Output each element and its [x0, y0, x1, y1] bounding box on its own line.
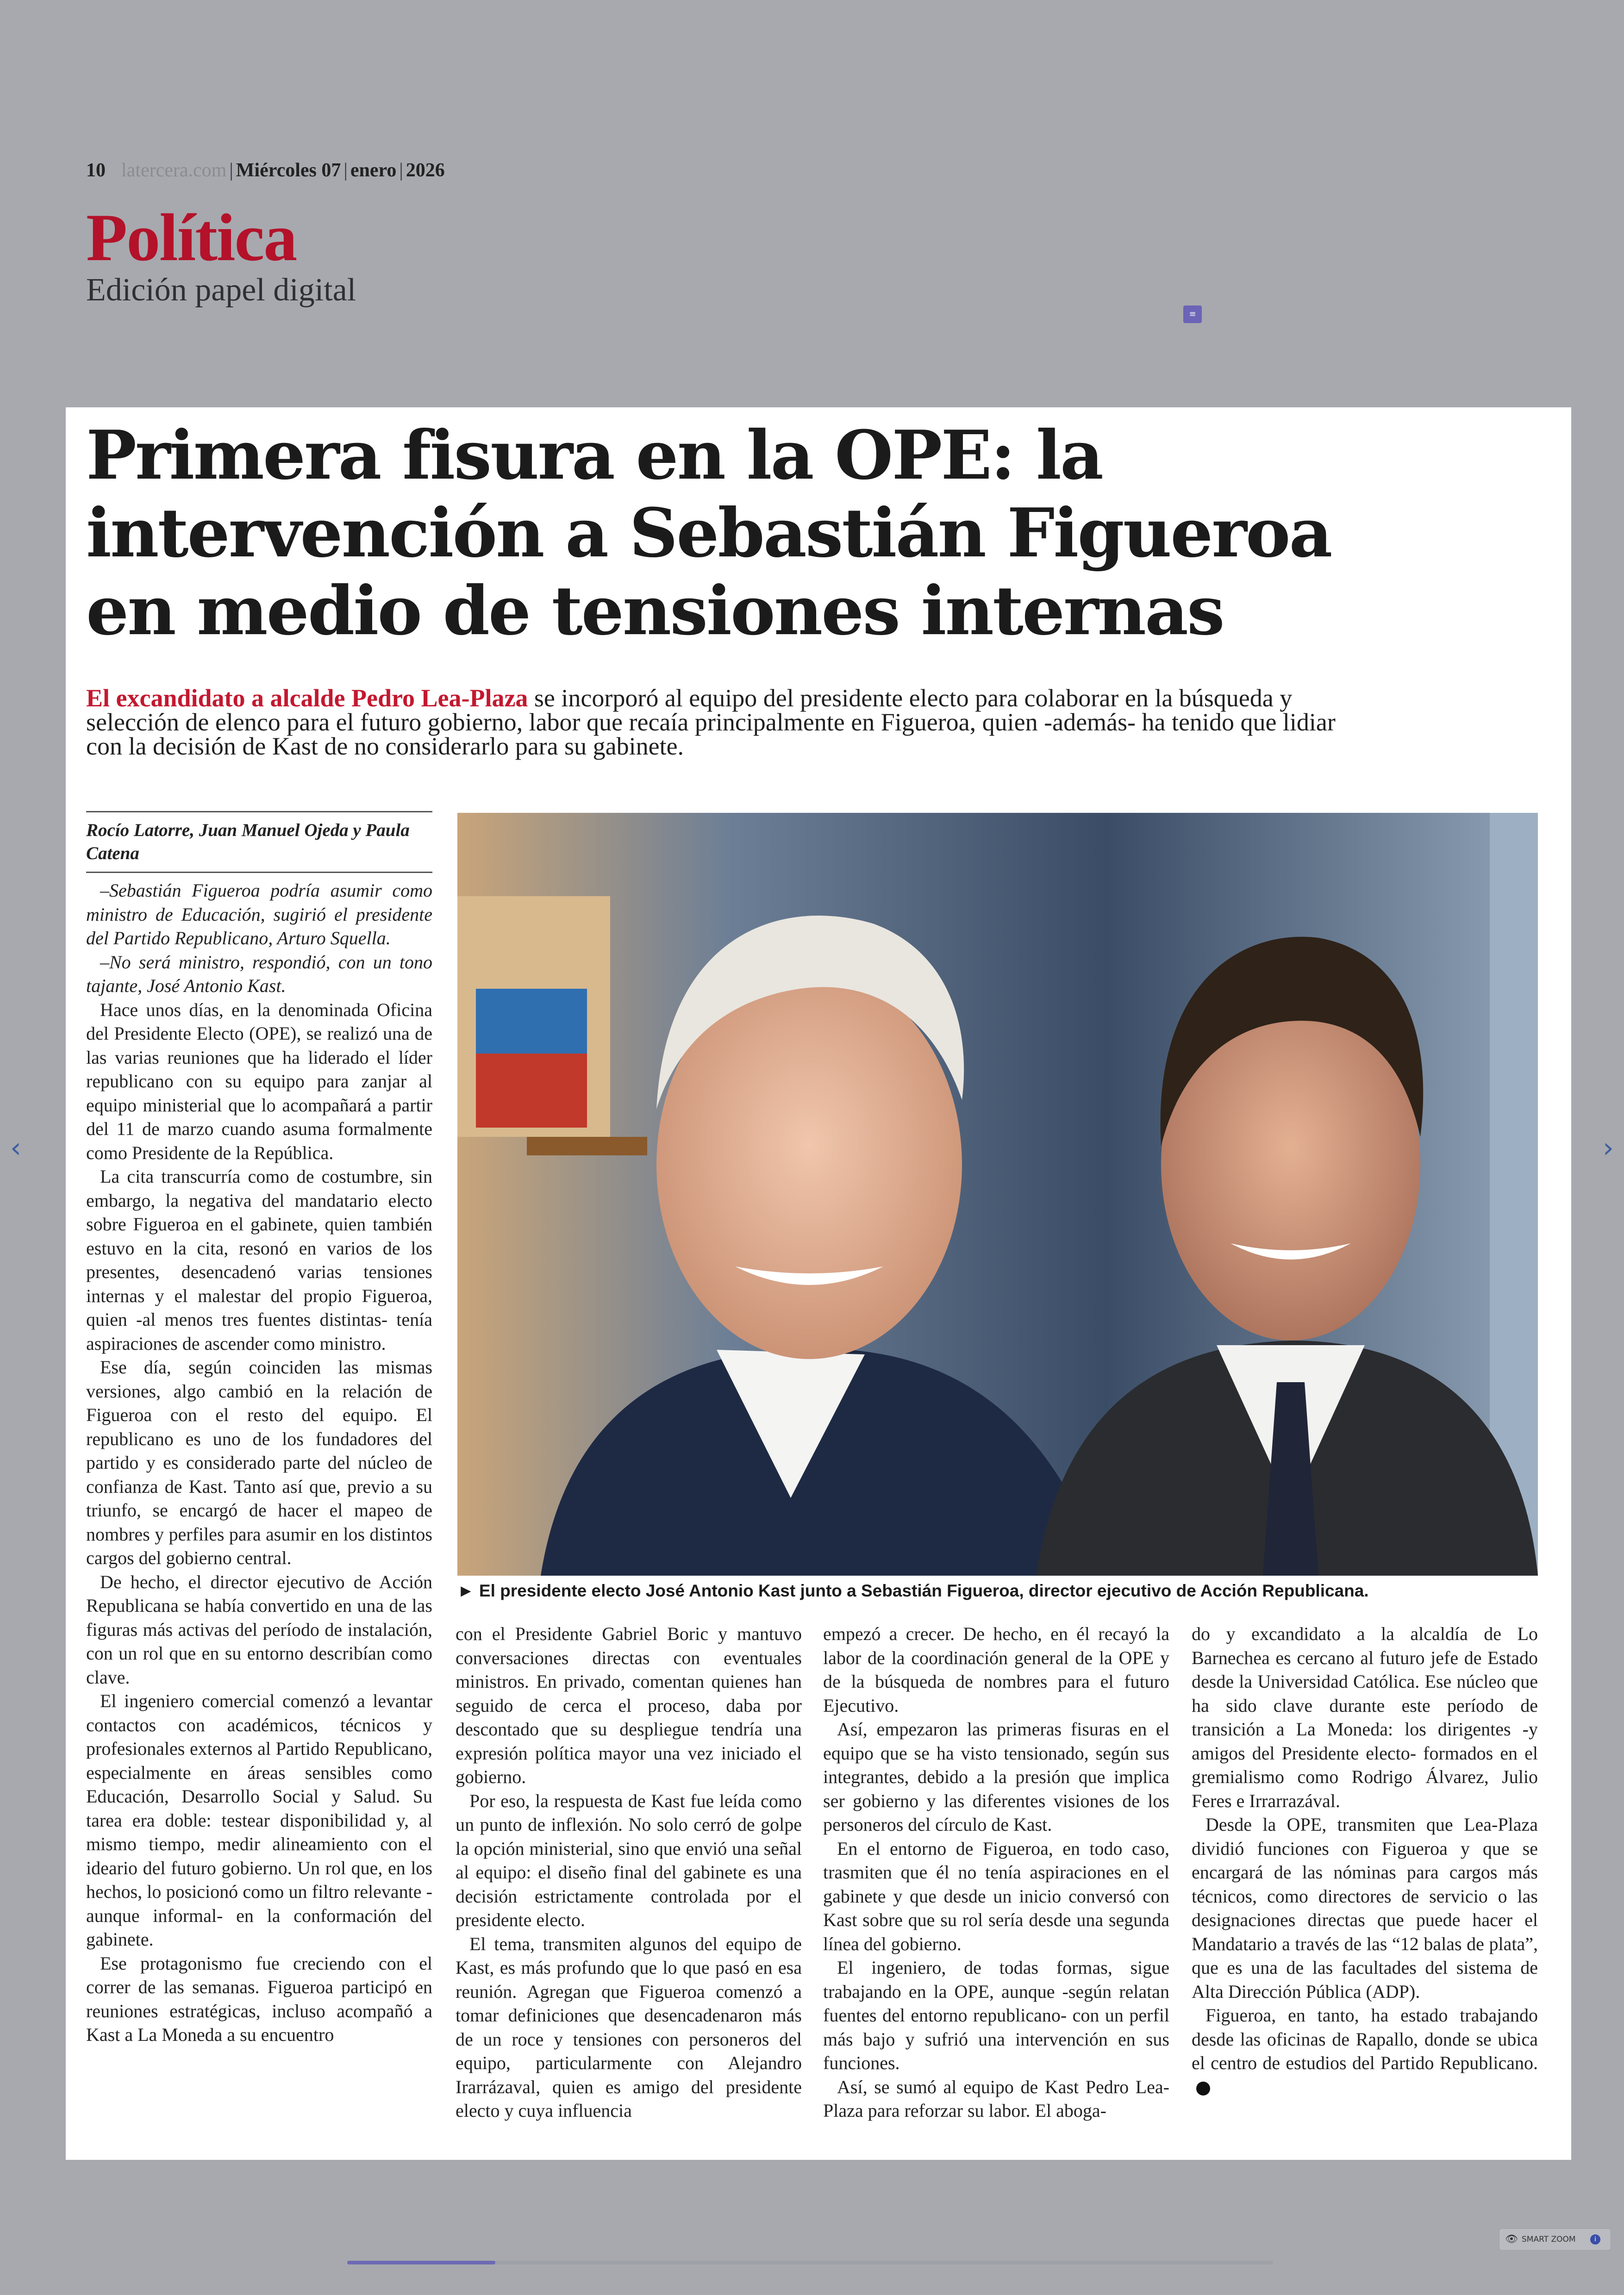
issue-year: 2026 — [406, 160, 445, 181]
paragraph: El ingeniero comercial comenzó a levantar contactos con académicos, técnicos y profesionales externos al Partido Republicano, especialmente en áreas sensibles como Educación, Desarrollo Social y Salud. Su tarea era doble: testear disponibilidad y, al mismo tiempo, medir alineamiento con el ideario del futuro gobierno. Un rol que, en los hechos, lo posicionó como un filtro relevante -aunque informal- en la conformación del gabinete. — [86, 1690, 432, 1950]
previous-page-button[interactable]: ‹ — [10, 1132, 21, 1164]
paragraph: Hace unos días, en la denominada Oficina del Presidente Electo (OPE), se realizó una de las varias reuniones que ha liderado el líder republicano con su equipo para zanjar al equipo ministerial que lo acompañará a partir del 11 de marzo cuando asuma formalmente como Presidente de la República. — [86, 999, 432, 1163]
lede-kicker: El excandidato a alcalde Pedro Lea-Plaza — [86, 684, 528, 712]
photo-caption: ► El presidente electo José Antonio Kast junto a Sebastián Figueroa, director ejecutivo de Acción Republicana. — [457, 1581, 1369, 1600]
smart-zoom-button[interactable] — [1499, 2228, 1611, 2251]
paragraph: Ese protagonismo fue creciendo con el correr de las semanas. Figueroa participó en reuniones estratégicas, incluso acompañó a Kast a La Moneda a su encuentro — [86, 1952, 432, 2045]
page-header: 10 latercera.com | Miércoles 07 | enero | 2026 — [86, 160, 445, 181]
paragraph: La cita transcurría como de costumbre, sin embargo, la negativa del mandatario electo sobre Figueroa en el gabinete, quien también estuvo en la cita, resonó en varios de los presentes, desencadenó varias tensiones internas y el malestar del propio Figueroa, quien -al menos tres fuentes distintas- tenía aspiraciones de ascender como ministro. — [86, 1166, 432, 1354]
eye-icon: 👁 — [1505, 2233, 1518, 2245]
page-progress-bar[interactable] — [347, 2261, 1273, 2264]
next-page-button[interactable]: › — [1603, 1132, 1614, 1164]
menu-badge-icon[interactable]: ≡ — [1183, 306, 1202, 323]
paragraph: –Sebastián Figueroa podría asumir como ministro de Educación, sugirió el presidente del Partido Republicano, Arturo Squella. — [86, 880, 432, 948]
article-photo — [457, 813, 1538, 1576]
edition-label: Edición papel digital — [86, 272, 356, 308]
article-column-4 — [1192, 1622, 1538, 2099]
paragraph: Por eso, la respuesta de Kast fue leída como un punto de inflexión. No solo cerró de golpe la opción ministerial, sino que envió una señal al equipo: el diseño final del gabinete es una decisión estrictamente controlada por el presidente electo. — [456, 1790, 802, 1930]
paragraph — [1192, 2003, 1538, 2099]
paragraph: –No será ministro, respondió, con un tono tajante, José Antonio Kast. — [86, 951, 432, 996]
article-headline: Primera fisura en la OPE: la intervención a Sebastián Figueroa en medio de tensiones internas — [86, 416, 1331, 650]
info-icon[interactable]: i — [1590, 2234, 1600, 2245]
article-column-3 — [823, 1622, 1169, 2123]
end-of-article-icon — [1196, 2082, 1210, 2095]
issue-day: Miércoles 07 — [236, 160, 341, 181]
page-progress-fill — [347, 2261, 495, 2264]
issue-month: enero — [350, 160, 397, 181]
page-number: 10 — [86, 160, 106, 181]
paragraph: con el Presidente Gabriel Boric y mantuvo conversaciones directas con eventuales ministros. En privado, comentan quienes han seguido de cerca el proceso, daba por descontado que su despliegue tendría una expresión política mayor una vez iniciado el gobierno. — [456, 1623, 802, 1787]
article-column-2 — [456, 1622, 802, 2123]
paragraph-text: Figueroa, en tanto, ha estado trabajando desde las oficinas de Rapallo, donde se ubica el centro de estudios del Partido Republicano. — [1192, 2005, 1538, 2073]
article-lede — [86, 686, 1364, 758]
paragraph: El tema, transmiten algunos del equipo de Kast, es más profundo que lo que pasó en esa reunión. Agregan que Figueroa comenzó a tomar definiciones que desencadenaron más de un roce y tensiones con personeros del equipo, particularmente con Alejandro Irarrázaval, quien es amigo del presidente electo y cuya influencia — [456, 1933, 802, 2121]
paragraph: Así, empezaron las primeras fisuras en el equipo que se ha visto tensionado, según sus integrantes, debido a la presión que implica ser gobierno y las diferentes visiones de los personeros del círculo de Kast. — [823, 1719, 1169, 1835]
paragraph: En el entorno de Figueroa, en todo caso, trasmiten que él no tenía aspiraciones en el gabinete y que desde un inicio conversó con Kast sobre que su rol sería desde una segunda línea del gobierno. — [823, 1838, 1169, 1954]
paragraph: De hecho, el director ejecutivo de Acción Republicana se había convertido en una de las figuras más activas del período de instalación, con un rol que en su entorno describían como clave. — [86, 1571, 432, 1688]
photo-kast-figueroa — [457, 813, 1538, 1576]
paragraph: Desde la OPE, transmiten que Lea-Plaza dividió funciones con Figueroa y que se encargará de las nóminas para cargos más técnicos, como directores de servicio o las designaciones directas que puede hacer el Mandatario a través de las “12 balas de plata”, que es una de las facultades del sistema de Alta Dirección Pública (ADP). — [1192, 1814, 1538, 2002]
smart-zoom-label: SMART ZOOM — [1522, 2235, 1576, 2244]
paragraph: Así, se sumó al equipo de Kast Pedro Lea-Plaza para reforzar su labor. El aboga- — [823, 2076, 1169, 2121]
paragraph: empezó a crecer. De hecho, en él recayó la labor de la coordinación general de la OPE y de la búsqueda de nombres para el futuro Ejecutivo. — [823, 1623, 1169, 1716]
article-column-1 — [86, 879, 432, 2047]
paragraph: Ese día, según coinciden las mismas versiones, algo cambió en la relación de Figueroa con el resto del equipo. El republicano es uno de los fundadores del partido y es considerado parte del núcleo de confianza de Kast. Tanto así que, previo a su triunfo, se encargó de hacer el mapeo de nombres y perfiles para asumir en los distintos cargos del gobierno central. — [86, 1357, 432, 1568]
byline: Rocío Latorre, Juan Manuel Ojeda y Paula Catena — [86, 811, 432, 873]
section-title: Política — [86, 200, 297, 275]
paragraph: do y excandidato a la alcaldía de Lo Barnechea es cercano al futuro jefe de Estado desde la Universidad Católica. Ese núcleo que ha sido clave durante este período de transición a La Moneda: los dirigentes -y amigos del Presidente electo- formados en el gremialismo como Rodrigo Álvarez, Julio Feres e Irrarrazával. — [1192, 1623, 1538, 1811]
lede-text: se incorporó al equipo del presidente electo para colaborar en la búsqueda y selección de elenco para el futuro gobierno, labor que recaía principalmente en Figueroa, quien -además- ha tenido que lidiar con la decisión de Kast de no considerarlo para su gabinete. — [86, 684, 1336, 760]
paragraph: El ingeniero, de todas formas, sigue trabajando en la OPE, aunque -según relatan fuentes del entorno republicano- con un perfil más bajo y sufrió una intervención en sus funciones. — [823, 1957, 1169, 2073]
site-name: latercera.com — [121, 160, 227, 181]
